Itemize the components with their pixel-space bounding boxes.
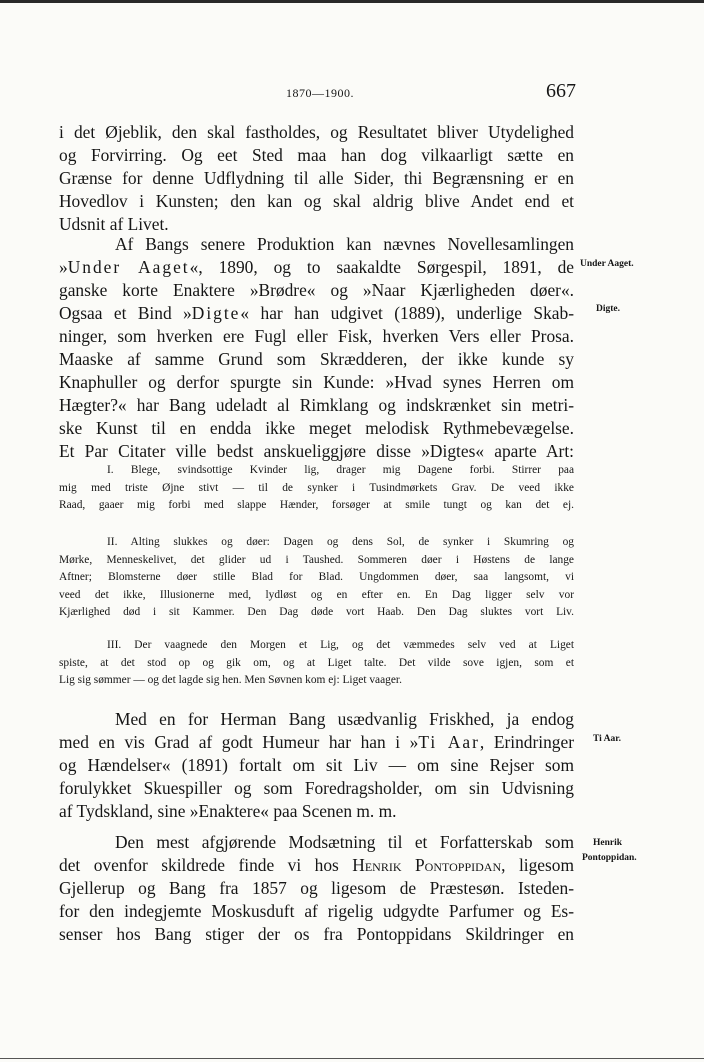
margin-note-ti-aar: Ti Aar. — [593, 734, 621, 744]
title-ti-aar: Ti Aar — [418, 732, 480, 752]
running-head: 1870—1900. — [286, 86, 354, 100]
text-line: ske Kunst til en endda ikke meget melodisk Rythmebevægelse. — [59, 418, 574, 438]
quotation-3 — [59, 637, 574, 690]
text-line: Af Bangs senere Produktion kan nævnes Novellesamlingen — [115, 234, 574, 254]
paragraph-ti-aar — [59, 708, 574, 823]
quote-line: Aftner; Blomsterne døer stille Blad for Blad. Ungdommen døer, saa langsomt, vi — [59, 571, 574, 583]
margin-note-pontoppidan: Pontoppidan. — [582, 853, 637, 863]
quote-line: Kjærlighed død i sit Kammer. Den Dag døde vort Haab. Den Dag sluktes vort Liv. — [59, 606, 574, 618]
title-under-aaget: Under Aaget — [67, 257, 190, 277]
text-line: Grænse for denne Udflydning til alle Sider, thi Begrænsning er en — [59, 168, 574, 188]
quote-line: mig med triste Øjne stivt — til de synker i Tusindmørkets Grav. De veed ikke — [59, 481, 574, 494]
text-line: Med en for Herman Bang usædvanlig Friskhed, ja endog — [115, 709, 574, 729]
quote-line: veed det ikke, Illusionerne med, lydløst og en efter en. En Dag ligger selv vor — [59, 588, 574, 601]
margin-note-digte: Digte. — [596, 304, 621, 314]
text-line: Gjellerup og Bang fra 1857 og ligesom de Præstesøn. Isteden- — [59, 878, 574, 898]
text-line: for den indegjemte Moskusduft af rigelig udgydte Parfumer og Es- — [59, 901, 574, 921]
quotation-2 — [59, 534, 574, 622]
paragraph-bang-production — [59, 233, 574, 463]
quote-line: Mørke, Menneskelivet, det glider ud i Taushed. Sommeren døer i Høstens de lange — [59, 553, 574, 566]
bottom-scan-edge — [0, 1058, 704, 1059]
quote-line: spiste, at det stod op og gik om, og at Liget talte. Det vilde sove igjen, som et — [59, 656, 574, 669]
text-line: det ovenfor skildrede finde vi hos Henrik Pontoppidan, ligesom — [59, 855, 575, 875]
text-line: af Tydskland, sine »Enaktere« paa Scenen m. m. — [59, 801, 397, 821]
text-line: Udsnit af Livet. — [59, 214, 169, 234]
quote-line: Raad, gaaer mig forbi med slappe Hænder, forsøger at smile tungt og kan det ej. — [59, 499, 574, 511]
quote-line: II. Alting slukkes og døer: Dagen og dens Sol, de synker i Skumring og — [107, 536, 574, 548]
text-line: ninger, som hverken ere Fugl eller Fisk, hverken Vers eller Prosa. — [59, 326, 574, 346]
author-name-pontoppidan: Henrik Pontoppidan — [352, 855, 502, 875]
text-line: »Under Aaget«, 1890, og to saakaldte Sørgespil, 1891, de — [59, 257, 575, 277]
text-line: Et Par Citater ville bedst anskueliggjøre disse »Digtes« aparte Art: — [59, 441, 574, 461]
margin-note-henrik: Henrik — [593, 838, 623, 848]
text-line: i det Øjeblik, den skal fastholdes, og Resultatet bliver Utydelighed — [59, 122, 574, 142]
title-digte: Digte — [191, 303, 241, 323]
text-line: senser hos Bang stiger der os fra Pontoppidans Skildringer en — [59, 924, 574, 944]
text-line: og Forvirring. Og eet Sted maa han dog vilkaarligt sætte en — [59, 145, 574, 165]
paragraph-continuation — [59, 121, 574, 236]
page-number: 667 — [546, 80, 576, 102]
text-line: med en vis Grad af godt Humeur har han i »Ti Aar, Erindringer — [59, 732, 574, 752]
text-line: og Hændelser« (1891) fortalt om sit Liv — om sine Rejser som — [59, 755, 574, 775]
quote-line: III. Der vaagnede den Morgen et Lig, og det væmmedes selv ved at Liget — [107, 639, 574, 651]
text-line: Hægter?« har Bang udeladt al Rimklang og indskrænket sin metri- — [59, 395, 574, 415]
text-line: Den mest afgjørende Modsætning til et Forfatterskab som — [115, 832, 574, 852]
text-line: ganske korte Enaktere »Brødre« og »Naar Kjærligheden døer«. — [59, 280, 574, 300]
margin-note-under-aaget: Under Aaget. — [580, 259, 634, 269]
quote-line: Lig sig sømmer — og det lagde sig hen. Men Søvnen kom ej: Liget vaager. — [59, 674, 402, 686]
text-line: Hovedlov i Kunsten; den kan og skal aldrig blive Andet end et — [59, 191, 574, 211]
text-line: Ogsaa et Bind »Digte« har han udgivet (1889), underlige Skab- — [59, 303, 574, 323]
text-line: Maaske af samme Grund som Skrædderen, der ikke kunde sy — [59, 349, 574, 369]
text-line: forulykket Skuespiller og som Foredragsholder, om sin Udvisning — [59, 778, 574, 798]
top-border-rule — [0, 0, 704, 3]
quotation-1 — [59, 462, 574, 515]
paragraph-pontoppidan — [59, 831, 574, 946]
quote-line: I. Blege, svindsottige Kvinder lig, drager mig Dagene forbi. Stirrer paa — [107, 464, 574, 476]
text-line: Knaphuller og derfor spurgte sin Kunde: »Hvad synes Herren om — [59, 372, 574, 392]
